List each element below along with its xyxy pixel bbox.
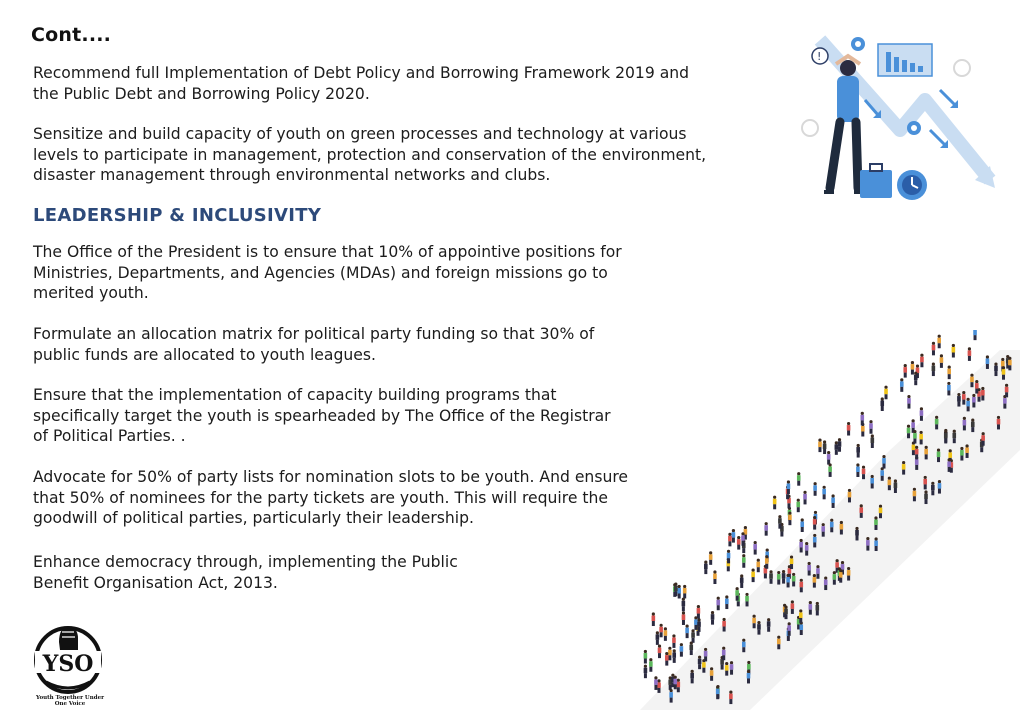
crowd-person: [740, 574, 744, 588]
paragraph-appointive-positions: The Office of the President is to ensure that 10% of appointive positions for Ministries, Departments, and Agencies (MDAs) and foreign missions go to merited youth.: [33, 243, 622, 302]
crowd-person: [664, 627, 668, 641]
crowd-person: [816, 565, 820, 579]
crowd-person: [913, 430, 917, 444]
crowd-person: [880, 467, 884, 481]
financial-decline-illustration: [790, 30, 1000, 210]
crowd-person: [697, 618, 701, 632]
crowd-person: [752, 615, 756, 629]
crowd-person: [940, 354, 944, 368]
crowd-person: [874, 537, 878, 551]
crowd-person: [960, 447, 964, 461]
crowd-person: [716, 686, 720, 700]
crowd-person: [813, 482, 817, 496]
crowd-person: [668, 647, 672, 661]
crowd-person: [856, 444, 860, 458]
crowd-person: [727, 550, 731, 564]
crowd-person: [777, 571, 781, 585]
crowd-person: [966, 398, 970, 412]
crowd-person: [682, 598, 686, 612]
crowd-person: [830, 519, 834, 533]
crowd-person: [835, 441, 839, 455]
crowd-person: [824, 576, 828, 590]
crowd-person: [722, 647, 726, 661]
crowd-person: [859, 504, 863, 518]
crowd-person: [765, 555, 769, 569]
crowd-person: [816, 602, 820, 616]
crowd-person: [796, 499, 800, 513]
crowd-person: [782, 570, 786, 584]
crowd-person: [920, 407, 924, 421]
crowd-person: [831, 494, 835, 508]
crowd-person: [1002, 366, 1006, 380]
crowd-person: [813, 574, 817, 588]
crowd-person: [914, 372, 918, 386]
crowd-person: [657, 679, 661, 693]
crowd-person: [672, 649, 676, 663]
section-heading: LEADERSHIP & INCLUSIVITY: [33, 205, 322, 226]
crowd-person: [952, 430, 956, 444]
crowd-person: [644, 665, 648, 679]
logo-text: YSO: [42, 651, 94, 677]
crowd-person: [822, 486, 826, 500]
crowd-person: [847, 422, 851, 436]
crowd-person: [677, 679, 681, 693]
crowd-person: [838, 438, 842, 452]
crowd-person: [903, 364, 907, 378]
crowd-person: [900, 378, 904, 392]
crowd-person: [963, 417, 967, 431]
crowd-person: [680, 643, 684, 657]
crowd-person: [784, 606, 788, 620]
crowd-person: [1005, 384, 1009, 398]
crowd-person: [751, 569, 755, 583]
crowd-person: [839, 569, 843, 583]
crowd-person: [856, 463, 860, 477]
crowd-person: [709, 551, 713, 565]
crowd-person: [672, 634, 676, 648]
crowd-person: [797, 472, 801, 486]
crowd-person: [722, 618, 726, 632]
crowd-person: [833, 571, 837, 585]
crowd-person: [923, 476, 927, 490]
crowd-person: [689, 641, 693, 655]
crowd-person: [778, 515, 782, 529]
crowd-person: [799, 621, 803, 635]
crowd-person: [788, 512, 792, 526]
crowd-person: [665, 652, 669, 666]
crowd-person: [1008, 357, 1012, 371]
crowd-person: [871, 434, 875, 448]
crowd-person: [728, 533, 732, 547]
rising-crowd-illustration: [640, 330, 1020, 710]
crowd-person: [932, 342, 936, 356]
crowd-person: [791, 600, 795, 614]
crowd-person: [685, 625, 689, 639]
crowd-person: [957, 393, 961, 407]
crowd-person: [799, 579, 803, 593]
crowd-person: [869, 420, 873, 434]
crowd-person: [682, 611, 686, 625]
crowd-person: [659, 624, 663, 638]
crowd-person: [767, 618, 771, 632]
crowd-person: [860, 412, 864, 426]
crowd-person: [799, 609, 803, 623]
crowd-person: [973, 330, 977, 340]
crowd-person: [807, 562, 811, 576]
svg-text:!: !: [817, 50, 822, 63]
crowd-person: [912, 442, 916, 456]
crowd-person: [902, 461, 906, 475]
crowd-person: [882, 455, 886, 469]
crowd-person: [813, 534, 817, 548]
crowd-person: [769, 570, 773, 584]
crowd-person: [874, 516, 878, 530]
crowd-person: [803, 491, 807, 505]
crowd-person: [919, 431, 923, 445]
crowd-person: [691, 629, 695, 643]
crowd-person: [725, 595, 729, 609]
crowd-person: [745, 593, 749, 607]
crowd-person: [786, 574, 790, 588]
crowd-person: [732, 529, 736, 543]
crowd-person: [697, 605, 701, 619]
crowd-person: [669, 689, 673, 703]
crowd-person: [862, 466, 866, 480]
crowd-person: [729, 690, 733, 704]
crowd-person: [747, 670, 751, 684]
crowd-person: [698, 656, 702, 670]
yso-logo: [32, 620, 104, 702]
crowd-person: [813, 516, 817, 530]
crowd-person: [741, 532, 745, 546]
crowd-person: [704, 648, 708, 662]
crowd-person: [981, 387, 985, 401]
logo-tagline: Youth Together Under One Voice: [36, 695, 104, 707]
crowd-person: [855, 527, 859, 541]
crowd-person: [986, 355, 990, 369]
paragraph-party-lists: Advocate for 50% of party lists for nomination slots to be youth. And ensure that 50% of nominees for the party tickets are youth. This will require the goodwill of political parties, particularly their leadership.: [33, 468, 628, 527]
crowd-person: [981, 432, 985, 446]
paragraph-debt-policy: Recommend full Implementation of Debt Policy and Borrowing Framework 2019 and the Public Debt and Borrowing Policy 2020.: [33, 64, 690, 103]
crowd-person: [764, 522, 768, 536]
page-title: Cont....: [31, 24, 112, 46]
crowd-person: [673, 676, 677, 690]
crowd-person: [753, 541, 757, 555]
crowd-person: [879, 505, 883, 519]
crowd-person: [716, 597, 720, 611]
crowd-person: [823, 440, 827, 454]
crowd-person: [690, 670, 694, 684]
crowd-person: [870, 475, 874, 489]
paragraph-enhance-democracy: Enhance democracy through, implementing the Public Benefit Organisation Act, 2013.: [33, 553, 458, 592]
crowd-person: [800, 518, 804, 532]
crowd-person: [915, 446, 919, 460]
crowd-person: [866, 537, 870, 551]
crowd-person: [787, 622, 791, 636]
crowd-person: [742, 639, 746, 653]
crowd-person: [840, 521, 844, 535]
crowd-person: [656, 631, 660, 645]
crowd-person: [821, 523, 825, 537]
crowd-person: [683, 585, 687, 599]
crowd-person: [710, 667, 714, 681]
crowd-person: [970, 374, 974, 388]
crowd-person: [907, 425, 911, 439]
crowd-person: [674, 583, 678, 597]
crowd-person: [924, 446, 928, 460]
crowd-person: [937, 448, 941, 462]
crowd-person: [911, 361, 915, 375]
crowd-person: [809, 601, 813, 615]
paragraph-allocation-matrix: Formulate an allocation matrix for political party funding so that 30% of public funds are allocated to youth leagues.: [33, 325, 595, 364]
crowd-person: [975, 380, 979, 394]
crowd-person: [644, 650, 648, 664]
crowd-person: [805, 542, 809, 556]
crowd-person: [972, 394, 976, 408]
crowd-person: [947, 366, 951, 380]
crowd-person: [884, 386, 888, 400]
crowd-person: [827, 451, 831, 465]
crowd-person: [994, 362, 998, 376]
crowd-person: [725, 662, 729, 676]
crowd-person: [968, 347, 972, 361]
crowd-person: [971, 418, 975, 432]
paragraph-green-processes: Sensitize and build capacity of youth on green processes and technology at various levels to participate in management, protection and conservation of the environment, disaster management through environmental networks and clubs.: [33, 125, 707, 184]
crowd-person: [935, 416, 939, 430]
crowd-person: [658, 645, 662, 659]
crowd-person: [654, 676, 658, 690]
crowd-person: [997, 416, 1001, 430]
crowd-person: [757, 621, 761, 635]
crowd-person: [947, 458, 951, 472]
crowd-person: [880, 397, 884, 411]
crowd-person: [932, 362, 936, 376]
crowd-person: [894, 479, 898, 493]
crowd-person: [913, 488, 917, 502]
crowd-person: [962, 391, 966, 405]
crowd-person: [649, 658, 653, 672]
crowd-person: [713, 570, 717, 584]
crowd-person: [742, 554, 746, 568]
crowd-person: [737, 536, 741, 550]
crowd-person: [677, 585, 681, 599]
crowd-person: [952, 344, 956, 358]
crowd-person: [777, 636, 781, 650]
crowd-person: [920, 354, 924, 368]
crowd-person: [799, 539, 803, 553]
crowd-person: [937, 335, 941, 349]
crowd-person: [792, 573, 796, 587]
crowd-person: [847, 567, 851, 581]
crowd-person: [704, 560, 708, 574]
crowd-person: [787, 480, 791, 494]
crowd-person: [907, 395, 911, 409]
crowd-person: [938, 480, 942, 494]
crowd-person: [652, 612, 656, 626]
crowd-person: [888, 477, 892, 491]
crowd-person: [947, 382, 951, 396]
crowd-person: [773, 496, 777, 510]
crowd-person: [790, 555, 794, 569]
crowd-person: [756, 559, 760, 573]
crowd-person: [730, 661, 734, 675]
paragraph-capacity-building: Ensure that the implementation of capacity building programs that specifically target the youth is spearheaded by The Office of the Registrar of Political Parties. .: [33, 386, 611, 445]
crowd-person: [711, 611, 715, 625]
crowd-person: [848, 489, 852, 503]
crowd-person: [944, 430, 948, 444]
crowd-person: [931, 482, 935, 496]
crowd-person: [924, 490, 928, 504]
crowd-person: [735, 587, 739, 601]
crowd-person: [818, 438, 822, 452]
crowd-person: [965, 444, 969, 458]
crowd-person: [828, 463, 832, 477]
